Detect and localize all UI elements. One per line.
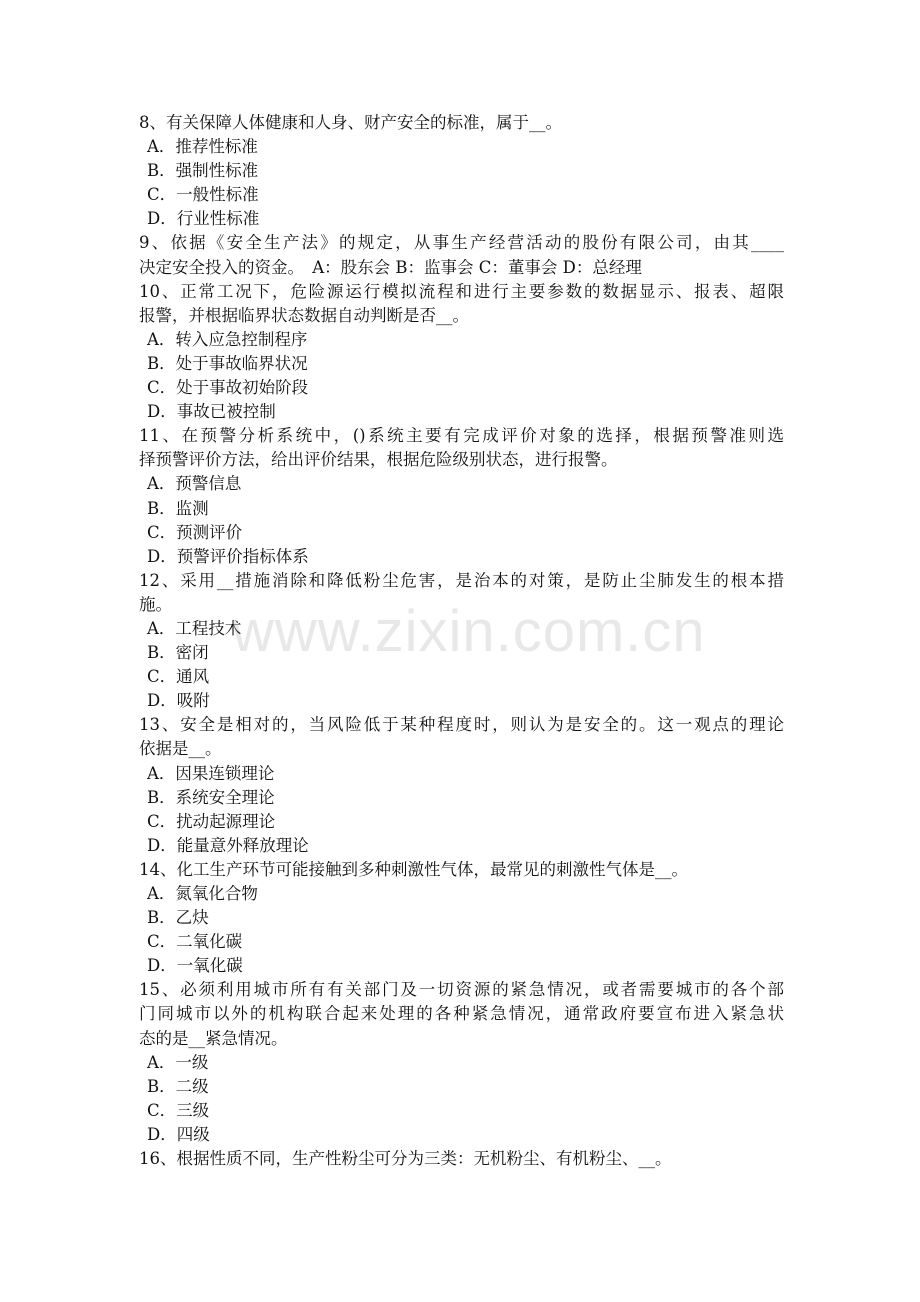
option-11b: B．监测: [147, 498, 209, 518]
option-10c: C．处于事故初始阶段: [147, 378, 309, 398]
option-12d: D．吸附: [147, 691, 210, 711]
question-15-cont-1: 门同城市以外的机构联合起来处理的各种紧急情况，通常政府要宣布进入紧急状: [139, 1004, 784, 1024]
option-13c: C．扰动起源理论: [147, 811, 276, 831]
option-15a: A．一级: [147, 1052, 209, 1072]
option-8a: A．推荐性标准: [147, 137, 258, 157]
option-11a: A．预警信息: [147, 474, 242, 494]
option-13a: A．因果连锁理论: [147, 763, 275, 783]
option-10a: A．转入应急控制程序: [147, 329, 308, 349]
option-8c: C．一般性标准: [147, 185, 259, 205]
question-11: 11、在预警分析系统中，()系统主要有完成评价对象的选择，根据预警准则选: [139, 426, 784, 446]
option-12b: B．密闭: [147, 643, 209, 663]
option-11d: D．预警评价指标体系: [147, 546, 309, 566]
question-9: 9、依据《安全生产法》的规定，从事生产经营活动的股份有限公司，由其____: [139, 233, 784, 253]
question-12-cont: 施。: [139, 594, 172, 614]
option-8d: D．行业性标准: [147, 209, 260, 229]
watermark-text: www.zixin.com.cn: [232, 599, 706, 664]
question-9-cont: 决定安全投入的资金。 A：股东会 B：监事会 C：董事会 D：总经理: [139, 257, 642, 277]
question-13: 13、安全是相对的，当风险低于某种程度时，则认为是安全的。这一观点的理论: [139, 715, 784, 735]
question-11-cont: 择预警评价方法，给出评价结果，根据危险级别状态，进行报警。: [139, 450, 618, 470]
question-14: 14、化工生产环节可能接触到多种刺激性气体，最常见的刺激性气体是__。: [139, 859, 688, 879]
option-14d: D．一氧化碳: [147, 956, 243, 976]
option-15b: B．二级: [147, 1076, 209, 1096]
question-16: 16、根据性质不同，生产性粉尘可分为三类：无机粉尘、有机粉尘、__。: [139, 1149, 672, 1169]
question-13-cont: 依据是__。: [139, 739, 222, 759]
question-10: 10、正常工况下，危险源运行模拟流程和进行主要参数的数据显示、报表、超限: [139, 281, 784, 301]
question-text-block: [139, 111, 784, 1171]
option-14b: B．乙炔: [147, 908, 209, 928]
question-8: 8、有关保障人体健康和人身、财产安全的标准，属于__。: [139, 113, 562, 132]
option-15c: C．三级: [147, 1100, 210, 1120]
option-11c: C．预测评价: [147, 522, 243, 542]
question-10-cont: 报警，并根据临界状态数据自动判断是否__。: [139, 305, 469, 325]
option-14a: A．氮氧化合物: [147, 884, 258, 903]
option-15d: D．四级: [147, 1124, 210, 1144]
option-13b: B．系统安全理论: [147, 787, 275, 807]
question-12: 12、采用__措施消除和降低粉尘危害，是治本的对策，是防止尘肺发生的根本措: [139, 570, 784, 590]
option-12c: C．通风: [147, 667, 210, 687]
option-10b: B．处于事故临界状况: [147, 353, 308, 373]
option-13d: D．能量意外释放理论: [147, 835, 309, 855]
option-8b: B．强制性标准: [147, 161, 259, 181]
question-15-cont-2: 态的是__紧急情况。: [139, 1028, 288, 1048]
option-12a: A．工程技术: [147, 618, 242, 638]
option-10d: D．事故已被控制: [147, 402, 276, 422]
question-15: 15、必须利用城市所有有关部门及一切资源的紧急情况，或者需要城市的各个部: [139, 980, 784, 1000]
option-14c: C．二氧化碳: [147, 932, 243, 952]
